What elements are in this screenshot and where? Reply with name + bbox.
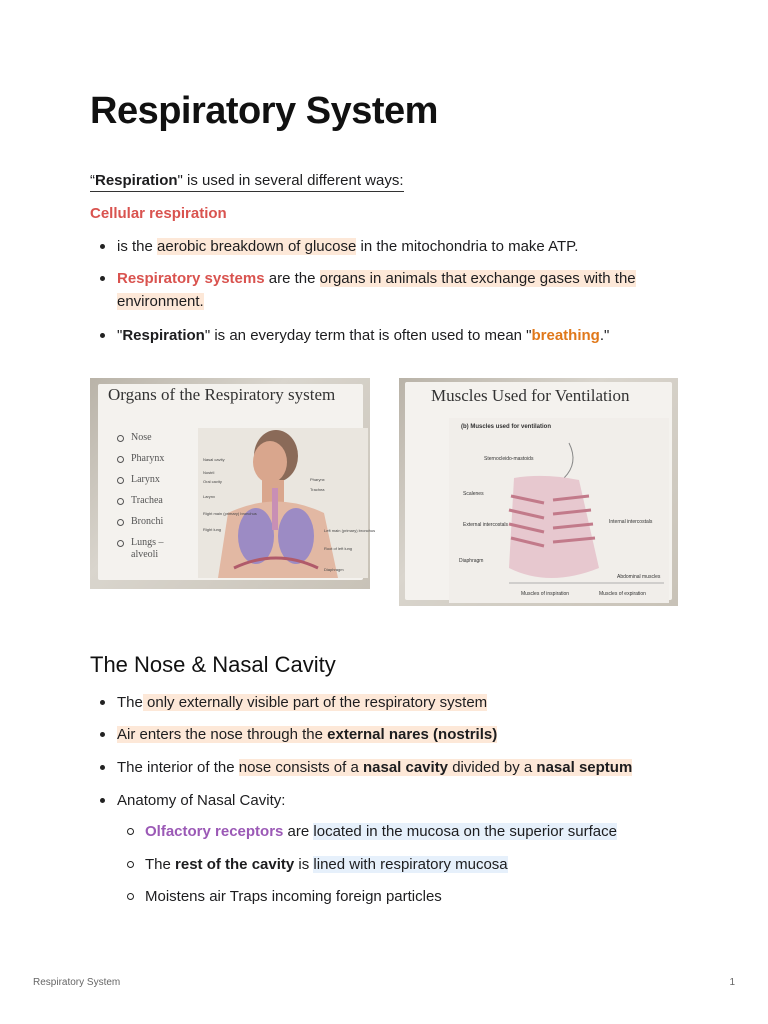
list-item: Olfactory receptors are located in the mucosa on the superior surface [118, 820, 678, 843]
page-title: Respiratory System [90, 90, 438, 132]
svg-text:Abdominal muscles: Abdominal muscles [617, 574, 661, 580]
svg-text:Nasal cavity: Nasal cavity [203, 457, 225, 462]
list-item: Respiratory systems are the organs in animals that exchange gases with the environment. [90, 267, 690, 313]
list-item: The rest of the cavity is lined with respiratory mucosa [118, 853, 678, 876]
list-item: Moistens air Traps incoming foreign particles [118, 885, 678, 908]
svg-text:Internal intercostals: Internal intercostals [609, 519, 653, 525]
svg-text:Right main (primary) bronchus: Right main (primary) bronchus [203, 511, 257, 516]
svg-text:External intercostals: External intercostals [463, 522, 509, 528]
svg-text:Nostril: Nostril [203, 470, 215, 475]
svg-text:Muscles of inspiration: Muscles of inspiration [521, 591, 570, 597]
ventilation-muscles-illustration [449, 418, 669, 603]
svg-text:Diaphragm: Diaphragm [459, 558, 484, 564]
svg-text:Right lung: Right lung [203, 527, 222, 532]
intro-line: “Respiration" is used in several different ways: [90, 172, 404, 192]
svg-text:Sternocleido-mastoids: Sternocleido-mastoids [484, 456, 534, 462]
list-item: The interior of the nose consists of a nasal cavity divided by a nasal septum [90, 756, 690, 779]
respiration-term: Respiration [95, 172, 178, 189]
organ-list: Nose Pharynx Larynx Trachea Bronchi Lungs – alveoli [115, 432, 164, 570]
cellular-respiration-label: Cellular respiration [90, 205, 227, 222]
svg-text:Diaphragm: Diaphragm [324, 567, 344, 572]
svg-text:Oral cavity: Oral cavity [203, 479, 222, 484]
list-item: Air enters the nose through the external nares (nostrils) [90, 723, 690, 746]
list-item: "Respiration" is an everyday term that is often used to mean "breathing." [90, 324, 690, 347]
muscles-photo-title: Muscles Used for Ventilation [431, 386, 630, 405]
organs-photo [90, 378, 376, 589]
svg-text:Muscles of expiration: Muscles of expiration [599, 591, 646, 597]
svg-text:Larynx: Larynx [203, 494, 216, 499]
list-item: The only externally visible part of the respiratory system [90, 691, 690, 714]
svg-text:Left main (primary) bronchus: Left main (primary) bronchus [324, 528, 376, 533]
svg-text:(b) Muscles used for ventilati: (b) Muscles used for ventilation [461, 424, 552, 430]
respiration-bullets [90, 235, 690, 347]
svg-text:Pharynx: Pharynx [310, 477, 325, 482]
svg-text:Root of left lung: Root of left lung [324, 546, 353, 551]
list-item: is the aerobic breakdown of glucose in the mitochondria to make ATP. [90, 235, 690, 258]
footer-title: Respiratory System [33, 977, 121, 988]
section-heading: The Nose & Nasal Cavity [90, 652, 336, 677]
nose-bullets [90, 691, 690, 812]
list-item: Anatomy of Nasal Cavity: [90, 789, 690, 812]
muscles-photo [399, 378, 678, 606]
svg-text:Scalenes: Scalenes [463, 491, 484, 497]
respiratory-anatomy-illustration [198, 428, 376, 578]
nasal-anatomy-subbullets [118, 820, 678, 908]
svg-text:Trachea: Trachea [310, 487, 325, 492]
page-number: 1 [729, 977, 735, 988]
organs-photo-title: Organs of the Respiratory system [108, 385, 336, 404]
